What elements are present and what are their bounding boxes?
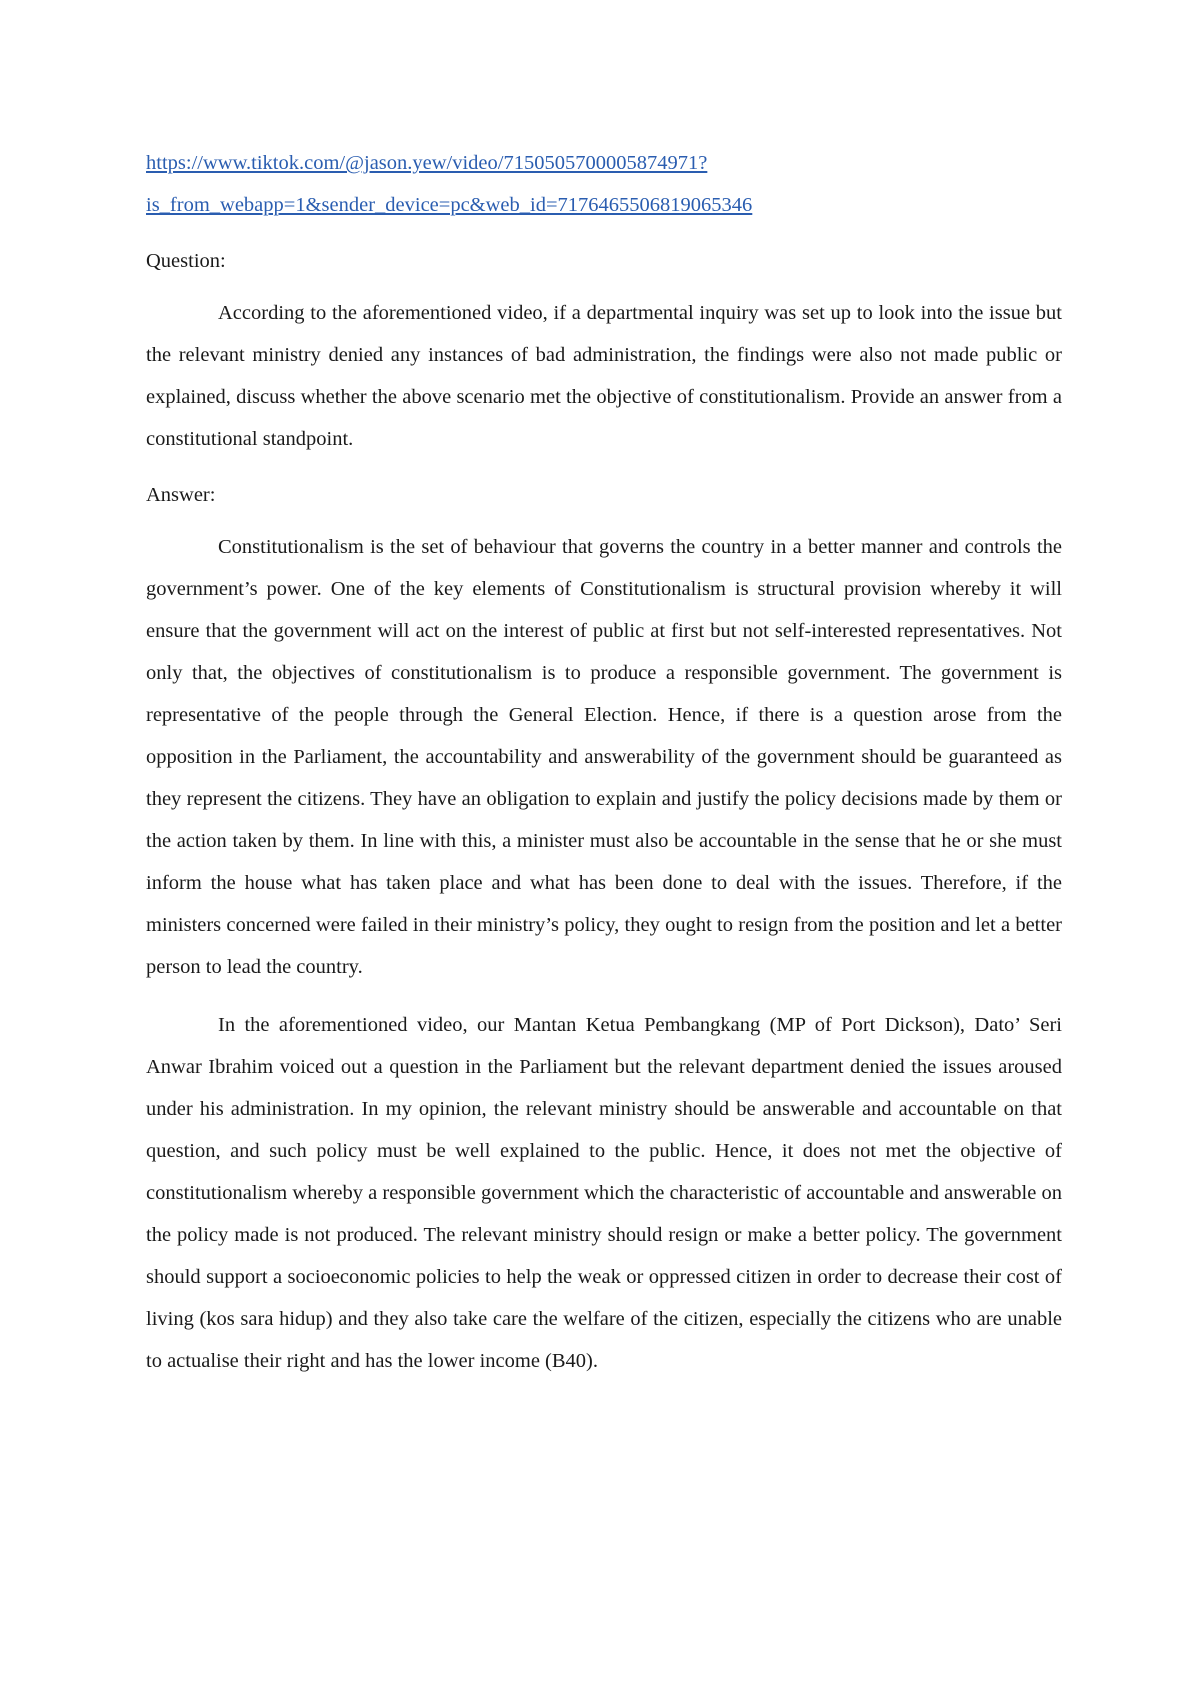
- link-line-1[interactable]: https://www.tiktok.com/@jason.yew/video/7150505700005874971?: [146, 152, 708, 174]
- answer-paragraph-1: Constitutionalism is the set of behaviour that governs the country in a better manner and controls the government’s power. One of the key elements of Constitutionalism is structural provision whereby it will ensure that the government will act on the interest of public at first but not self-interested representatives. Not only that, the objectives of constitutionalism is to produce a responsible government. The government is representative of the people through the General Election. Hence, if there is a question arose from the opposition in the Parliament, the accountability and answerability of the government should be guaranteed as they represent the citizens. They have an obligation to explain and justify the policy decisions made by them or the action taken by them. In line with this, a minister must also be accountable in the sense that he or she must inform the house what has taken place and what has been done to deal with the issues. Therefore, if the ministers concerned were failed in their ministry’s policy, they ought to resign from the position and let a better person to lead the country.: [146, 536, 1062, 978]
- link-line-2[interactable]: is_from_webapp=1&sender_device=pc&web_id=7176465506819065346: [146, 194, 753, 216]
- answer-paragraph-2: In the aforementioned video, our Mantan Ketua Pembangkang (MP of Port Dickson), Dato’ Seri Anwar Ibrahim voiced out a question in the Parliament but the relevant department denied the issues aroused under his administration. In my opinion, the relevant ministry should be answerable and accountable on that question, and such policy must be well explained to the public. Hence, it does not met the objective of constitutionalism whereby a responsible government which the characteristic of accountable and answerable on the policy made is not produced. The relevant ministry should resign or make a better policy. The government should support a socioeconomic policies to help the weak or oppressed citizen in order to decrease their cost of living (kos sara hidup) and they also take care the welfare of the citizen, especially the citizens who are unable to actualise their right and has the lower income (B40).: [146, 1014, 1062, 1372]
- answer-label: Answer:: [146, 484, 216, 506]
- question-label: Question:: [146, 250, 226, 272]
- tiktok-video-link[interactable]: [146, 142, 1062, 226]
- question-paragraph: According to the aforementioned video, if a departmental inquiry was set up to look into the issue but the relevant ministry denied any instances of bad administration, the findings were also not made public or explained, discuss whether the above scenario met the objective of constitutionalism. Provide an answer from a constitutional standpoint.: [146, 302, 1062, 450]
- document-page: [146, 142, 1062, 1382]
